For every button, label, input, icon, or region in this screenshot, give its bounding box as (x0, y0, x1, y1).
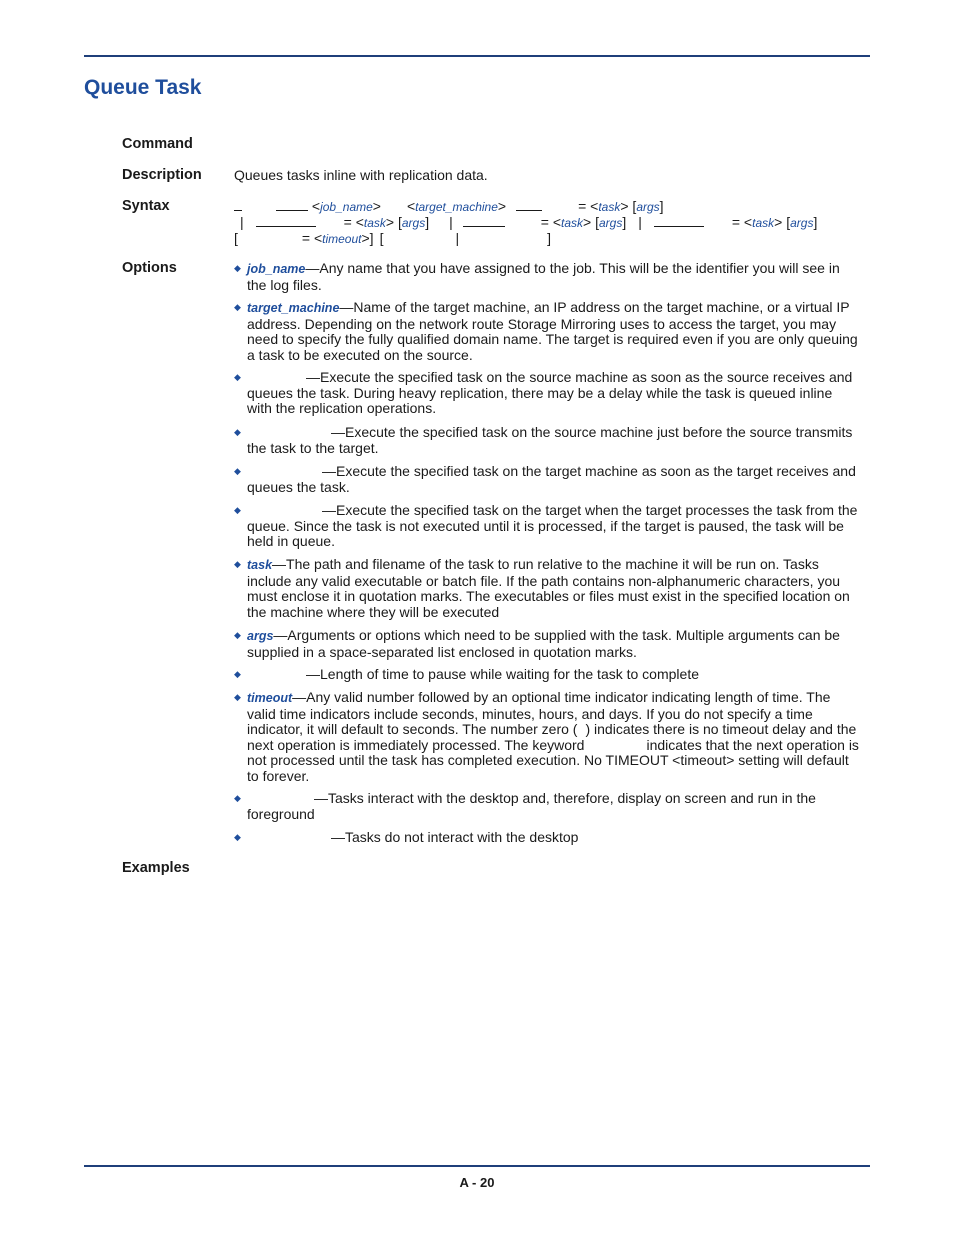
option-item-interact: ◆ —Tasks interact with the desktop and, therefore, display on screen and run in the foreground (234, 790, 816, 822)
syntax-task-2: task (561, 216, 584, 230)
option-item-source-transmit: ◆ —Execute the specified task on the source machine just before the source transmits the task to the target. (234, 424, 853, 456)
page-number: A - 20 (459, 1175, 495, 1190)
description-text: Queues tasks inline with replication data. (234, 167, 488, 183)
diamond-bullet-icon: ◆ (234, 263, 241, 273)
syntax-args-3: args (790, 216, 814, 230)
diamond-bullet-icon: ◆ (234, 427, 241, 437)
syntax-task: task (598, 200, 621, 214)
option-item-source-receive: ◆ —Execute the specified task on the source machine as soon as the source receives and queues the task. During heavy replication, there may be a delay while the task is queued inline with the replication operations. (234, 369, 853, 416)
option-item-job-name: ◆ job_name—Any name that you have assigned to the job. This will be the identifier you will see in the log files. (234, 260, 840, 293)
diamond-bullet-icon: ◆ (234, 466, 241, 476)
syntax-timeout: timeout (322, 232, 362, 246)
syntax-task-1: task (363, 216, 386, 230)
diamond-bullet-icon: ◆ (234, 302, 241, 312)
option-item-target-process: ◆ —Execute the specified task on the target when the target processes the task from the queue. Since the task is not executed until it is processed, if the target is paused, the task will be held in queue. (234, 502, 858, 549)
footer-rule (84, 1165, 870, 1167)
syntax-args-1: args (401, 216, 426, 230)
syntax-args: args (636, 200, 660, 214)
syntax-label: Syntax (122, 198, 170, 214)
diamond-bullet-icon: ◆ (234, 793, 241, 803)
syntax-line-1: <job_name> <target_machine> = <task> [args] (234, 199, 664, 216)
option-item-args: ◆ args—Arguments or options which need to be supplied with the task. Multiple arguments can be supplied in a space-separated list enclosed in quotation marks. (234, 627, 840, 660)
option-item-target-machine: ◆ target_machine—Name of the target machine, an IP address on the target machine, or a virtual IP address. Depending on the network route Storage Mirroring uses to access the target, you may need to specify the fully qualified domain name. The target is required even if you are only queuing a task to be executed on the source. (234, 299, 858, 363)
syntax-line-2: | = <task> [args] | = <task> [args] | = <task> [args] (240, 214, 818, 230)
page-title: Queue Task (84, 76, 202, 99)
examples-label: Examples (122, 860, 190, 876)
description-label: Description (122, 167, 202, 183)
option-item-task: ◆ task—The path and filename of the task to run relative to the machine it will be run on. Tasks include any valid executable or batch file. If the path contains non-alphanumeric characters, you must enclose it in quotation marks. The executables or files must exist in the specified location on the machine where they will be executed (234, 556, 850, 620)
diamond-bullet-icon: ◆ (234, 505, 241, 515)
diamond-bullet-icon: ◆ (234, 630, 241, 640)
diamond-bullet-icon: ◆ (234, 559, 241, 569)
option-item-timeout-keyword: ◆ —Length of time to pause while waiting for the task to complete (234, 666, 699, 682)
options-label: Options (122, 260, 177, 276)
diamond-bullet-icon: ◆ (234, 669, 241, 679)
syntax-job-name: job_name (320, 200, 373, 214)
diamond-bullet-icon: ◆ (234, 692, 241, 702)
syntax-target-machine: target_machine (415, 200, 498, 214)
syntax-args-2: args (598, 216, 623, 230)
syntax-line-3: [ = <timeout>] [ | ] (234, 230, 551, 246)
command-label: Command (122, 136, 193, 152)
diamond-bullet-icon: ◆ (234, 832, 241, 842)
diamond-bullet-icon: ◆ (234, 372, 241, 382)
header-rule (84, 55, 870, 57)
syntax-task-3: task (752, 216, 775, 230)
option-item-target-receive: ◆ —Execute the specified task on the target machine as soon as the target receives and queues the task. (234, 463, 856, 495)
option-item-timeout: ◆ timeout—Any valid number followed by an optional time indicator indicating length of time. The valid time indicators include seconds, minutes, hours, and days. If you do not specify a time indicator, it will default to seconds. The number zero ( ) indicates there is no timeout delay and the next operation is immediately processed. The keyword indicates that the next operation is not processed until the task has completed execution. No TIMEOUT <timeout> setting will default to forever. (234, 689, 859, 784)
option-item-nointeract: ◆ —Tasks do not interact with the desktop (234, 829, 579, 845)
